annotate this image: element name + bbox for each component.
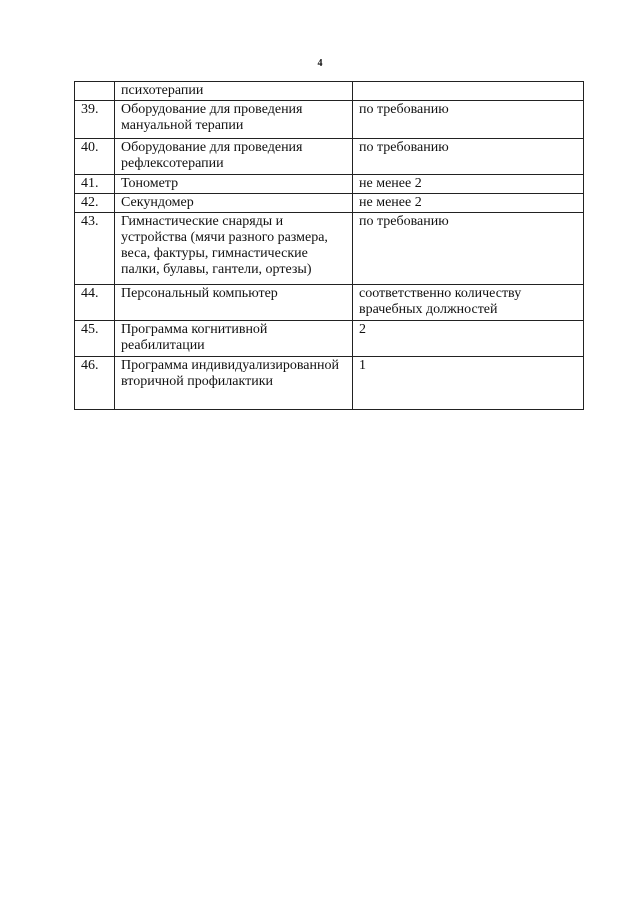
table-row [75,101,584,139]
equipment-quantity: 2 [353,321,584,357]
row-number [75,82,115,101]
table-row [75,194,584,213]
equipment-name: Программа индивидуализированной вторичной профилактики [115,357,353,410]
equipment-name: Персональный компьютер [115,285,353,321]
equipment-name: Оборудование для проведения рефлексотерапии [115,139,353,175]
table-row [75,139,584,175]
equipment-quantity: по требованию [353,101,584,139]
row-number: 40. [75,139,115,175]
row-number: 46. [75,357,115,410]
page-number: 4 [317,58,323,69]
table-row [75,213,584,285]
row-number: 41. [75,175,115,194]
equipment-name: Оборудование для проведения мануальной терапии [115,101,353,139]
table-row [75,175,584,194]
equipment-name: Гимнастические снаряды и устройства (мячи разного размера, веса, фактуры, гимнастические палки, булавы, гантели, ортезы) [115,213,353,285]
equipment-quantity: не менее 2 [353,194,584,213]
equipment-name: психотерапии [115,82,353,101]
equipment-table [74,81,584,410]
table-row [75,357,584,410]
row-number: 39. [75,101,115,139]
row-number: 42. [75,194,115,213]
equipment-quantity: 1 [353,357,584,410]
table-row [75,285,584,321]
equipment-name: Программа когнитивной реабилитации [115,321,353,357]
table-row [75,321,584,357]
equipment-quantity: соответственно количеству врачебных должностей [353,285,584,321]
row-number: 44. [75,285,115,321]
table-row [75,82,584,101]
row-number: 43. [75,213,115,285]
row-number: 45. [75,321,115,357]
equipment-quantity: по требованию [353,213,584,285]
equipment-name: Тонометр [115,175,353,194]
equipment-quantity: по требованию [353,139,584,175]
equipment-name: Секундомер [115,194,353,213]
equipment-quantity: не менее 2 [353,175,584,194]
equipment-quantity [353,82,584,101]
